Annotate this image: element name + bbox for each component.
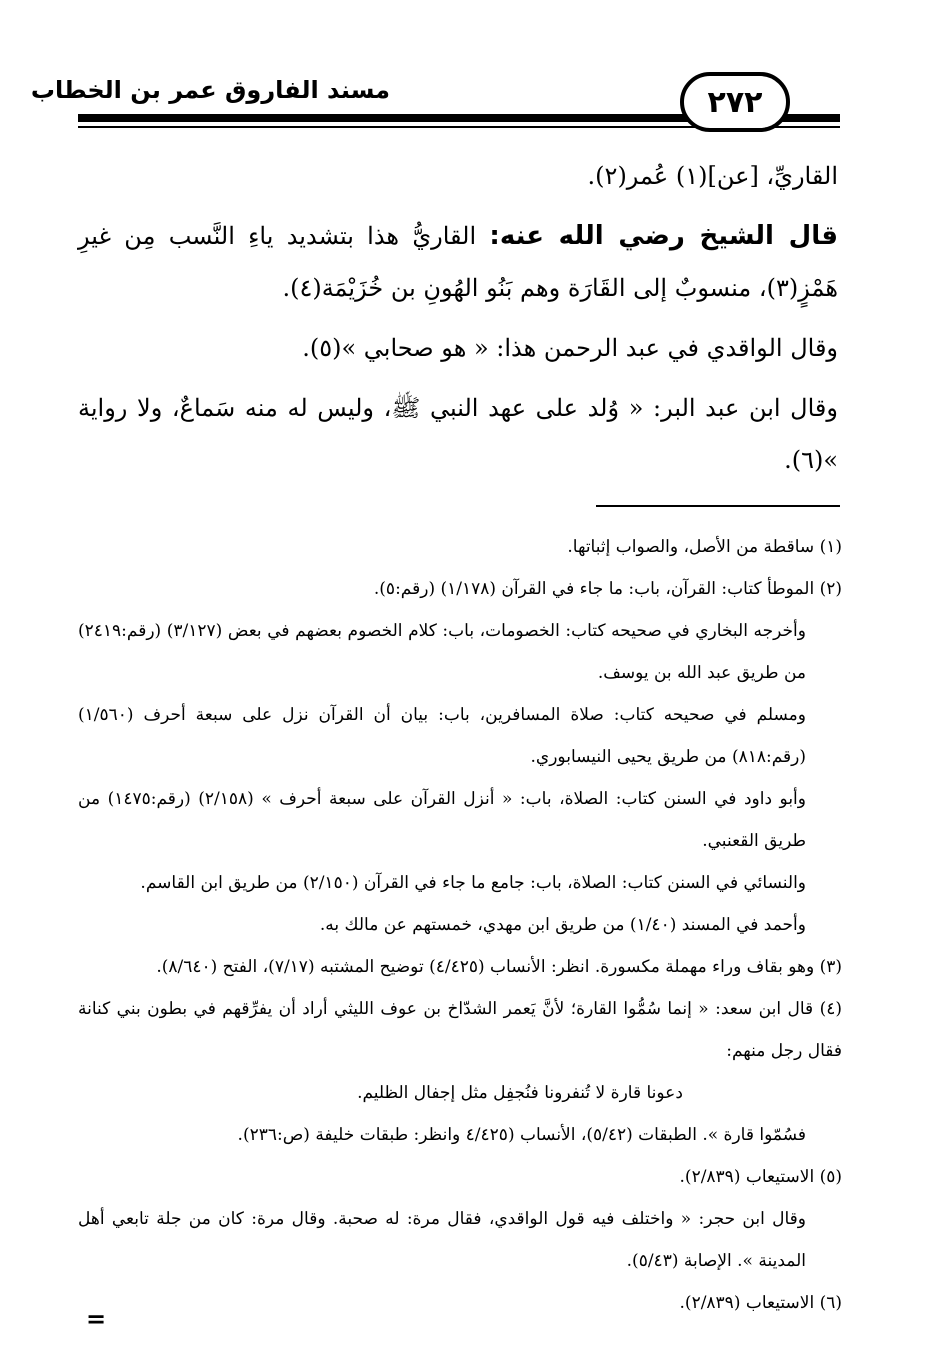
running-header-title: مسند الفاروق عمر بن الخطاب xyxy=(30,76,390,104)
footnote-2-bukhari: وأخرجه البخاري في صحيحه كتاب: الخصومات، باب: كلام الخصوم بعضهم في بعض (٣/١٢٧) (رقم:٢٤١٩) من طريق عبد الله بن يوسف. xyxy=(78,621,806,683)
footnote-6: (٦) الاستيعاب (٢/٨٣٩). xyxy=(679,1293,842,1313)
paragraph-2-text: القاريُّ هذا بتشديد ياءِ النَّسب مِن غيرِ هَمْزٍ(٣)، منسوبٌ إلى القَارَة وهم بَنُو الهُونِ بن خُزَيْمَة(٤). xyxy=(78,222,838,302)
footnote-2: (٢) الموطأ كتاب: القرآن، باب: ما جاء في القرآن (١/١٧٨) (رقم:٥). xyxy=(373,579,842,599)
paragraph-4: وقال ابن عبد البر: « وُلد على عهد النبي ﷺ، وليس له منه سَماعٌ، ولا رواية »(٦). xyxy=(78,394,838,474)
footnote-2-ahmad: وأحمد في المسند (١/٤٠) من طريق ابن مهدي، خمستهم عن مالك به. xyxy=(319,915,806,935)
page-number-badge xyxy=(680,72,790,132)
footnote-1: (١) ساقطة من الأصل، والصواب إثباتها. xyxy=(567,537,842,557)
continuation-mark: = xyxy=(86,1305,107,1333)
footnote-2-muslim: ومسلم في صحيحه كتاب: صلاة المسافرين، باب: بيان أن القرآن نزل على سبعة أحرف (١/٥٦٠) (رقم:٨١٨) من طريق يحيى النيسابوري. xyxy=(78,705,806,767)
footnote-4-continued: فسُمّوا قارة ». الطبقات (٥/٤٢)، الأنساب (٤/٤٢٥ وانظر: طبقات خليفة (ص:٢٣٦). xyxy=(237,1125,806,1145)
paragraph-2 xyxy=(78,210,838,314)
footnote-5: (٥) الاستيعاب (٢/٨٣٩). xyxy=(679,1167,842,1187)
main-text xyxy=(78,150,838,494)
footnotes xyxy=(78,526,842,1324)
footnote-2-abudawud: وأبو داود في السنن كتاب: الصلاة، باب: « أنزل القرآن على سبعة أحرف » (٢/١٥٨) (رقم:١٤٧٥) من طريق القعنبي. xyxy=(78,789,806,851)
footnote-divider xyxy=(596,505,840,507)
footnote-4: (٤) قال ابن سعد: « إنما سُمُّوا القارة؛ لأنَّ يَعمر الشدّاخ بن عوف الليثي أراد أن يفرِّقهم في بطون بني كنانة فقال رجل منهم: xyxy=(78,999,842,1061)
paragraph-2-lead: قال الشيخ رضي الله عنه: xyxy=(489,221,838,251)
page-number: ٢٧٢ xyxy=(707,84,763,120)
footnote-3: (٣) وهو بقاف وراء مهملة مكسورة. انظر: الأنساب (٤/٤٢٥) توضيح المشتبه (٧/١٧)، الفتح (٨/٦٤٠). xyxy=(156,957,842,977)
footnote-5-ibn-hajar: وقال ابن حجر: « واختلف فيه قول الواقدي، فقال مرة: له صحبة. وقال مرة: كان من جلة تابعي أهل المدينة ». الإصابة (٥/٤٣). xyxy=(78,1209,806,1271)
footnote-4-verse: دعونا قارة لا تُنفرونا فنُجفِل مثل إجفال الظليم. xyxy=(357,1083,683,1103)
paragraph-1: القاريِّ، [عن](١) عُمر(٢). xyxy=(587,162,838,190)
footnote-2-nasai: والنسائي في السنن كتاب: الصلاة، باب: جامع ما جاء في القرآن (٢/١٥٠) من طريق ابن القاسم. xyxy=(140,873,806,893)
paragraph-3: وقال الواقدي في عبد الرحمن هذا: « هو صحابي »(٥). xyxy=(302,334,838,362)
